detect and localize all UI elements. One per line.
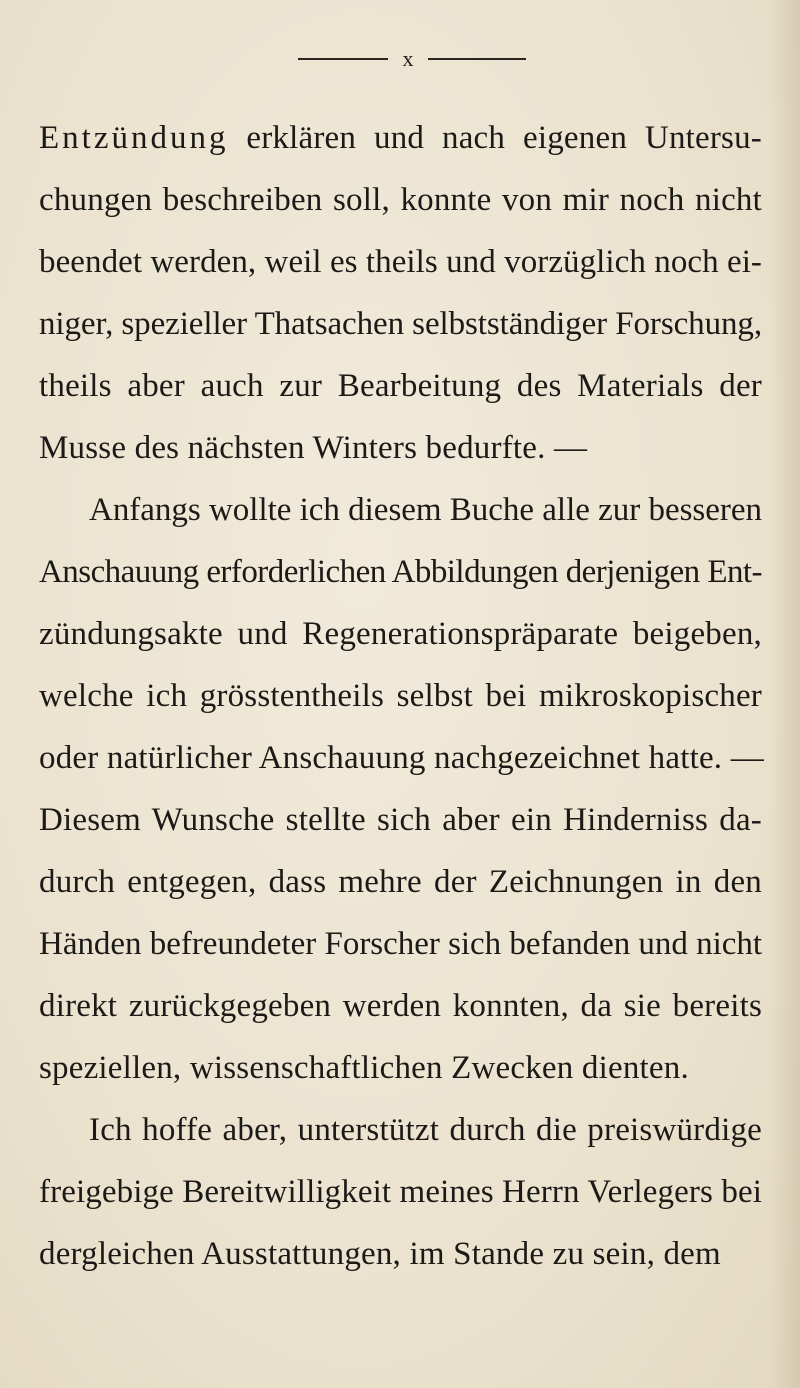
text-line-16: speziellen, wissenschaftlichen Zwecken dienten.	[39, 1050, 689, 1086]
text-line-9: zündungsakte und Regenerationspräparate beigeben,	[39, 616, 762, 652]
text-line-8: Anschauung erforderlichen Abbildungen derjenigen Ent-	[39, 554, 762, 590]
text-line-12: Diesem Wunsche stellte sich aber ein Hinderniss da-	[39, 802, 762, 838]
text-line-14: Händen befreundeter Forscher sich befanden und nicht	[39, 926, 762, 962]
text-line-13: durch entgegen, dass mehre der Zeichnungen in den	[39, 864, 762, 900]
page-number: x	[402, 46, 414, 71]
text-line-1	[39, 118, 762, 158]
text-line-19: dergleichen Ausstattungen, im Stande zu sein, dem	[39, 1236, 721, 1272]
text-line-2: chungen beschreiben soll, konnte von mir noch nicht	[39, 182, 762, 218]
text-line-3: beendet werden, weil es theils und vorzüglich noch ei-	[39, 244, 762, 280]
text-line-10: welche ich grösstentheils selbst bei mikroskopischer	[39, 678, 762, 714]
spaced-word: Entzündung	[39, 120, 229, 156]
text-line-7: Anfangs wollte ich diesem Buche alle zur besseren	[89, 492, 762, 528]
text-line-18: freigebige Bereitwilligkeit meines Herrn Verlegers bei	[39, 1174, 762, 1210]
text-line-1-rest: erklären und nach eigenen Untersu-	[228, 120, 762, 156]
text-line-15: direkt zurückgegeben werden konnten, da sie bereits	[39, 988, 762, 1024]
text-line-17: Ich hoffe aber, unterstützt durch die preiswürdige	[89, 1112, 762, 1148]
text-line-6: Musse des nächsten Winters bedurfte. —	[39, 430, 588, 466]
text-line-4: niger, spezieller Thatsachen selbstständiger Forschung,	[39, 306, 762, 342]
text-line-11: oder natürlicher Anschauung nachgezeichnet hatte. —	[39, 740, 764, 776]
text-line-5: theils aber auch zur Bearbeitung des Materials der	[39, 368, 762, 404]
